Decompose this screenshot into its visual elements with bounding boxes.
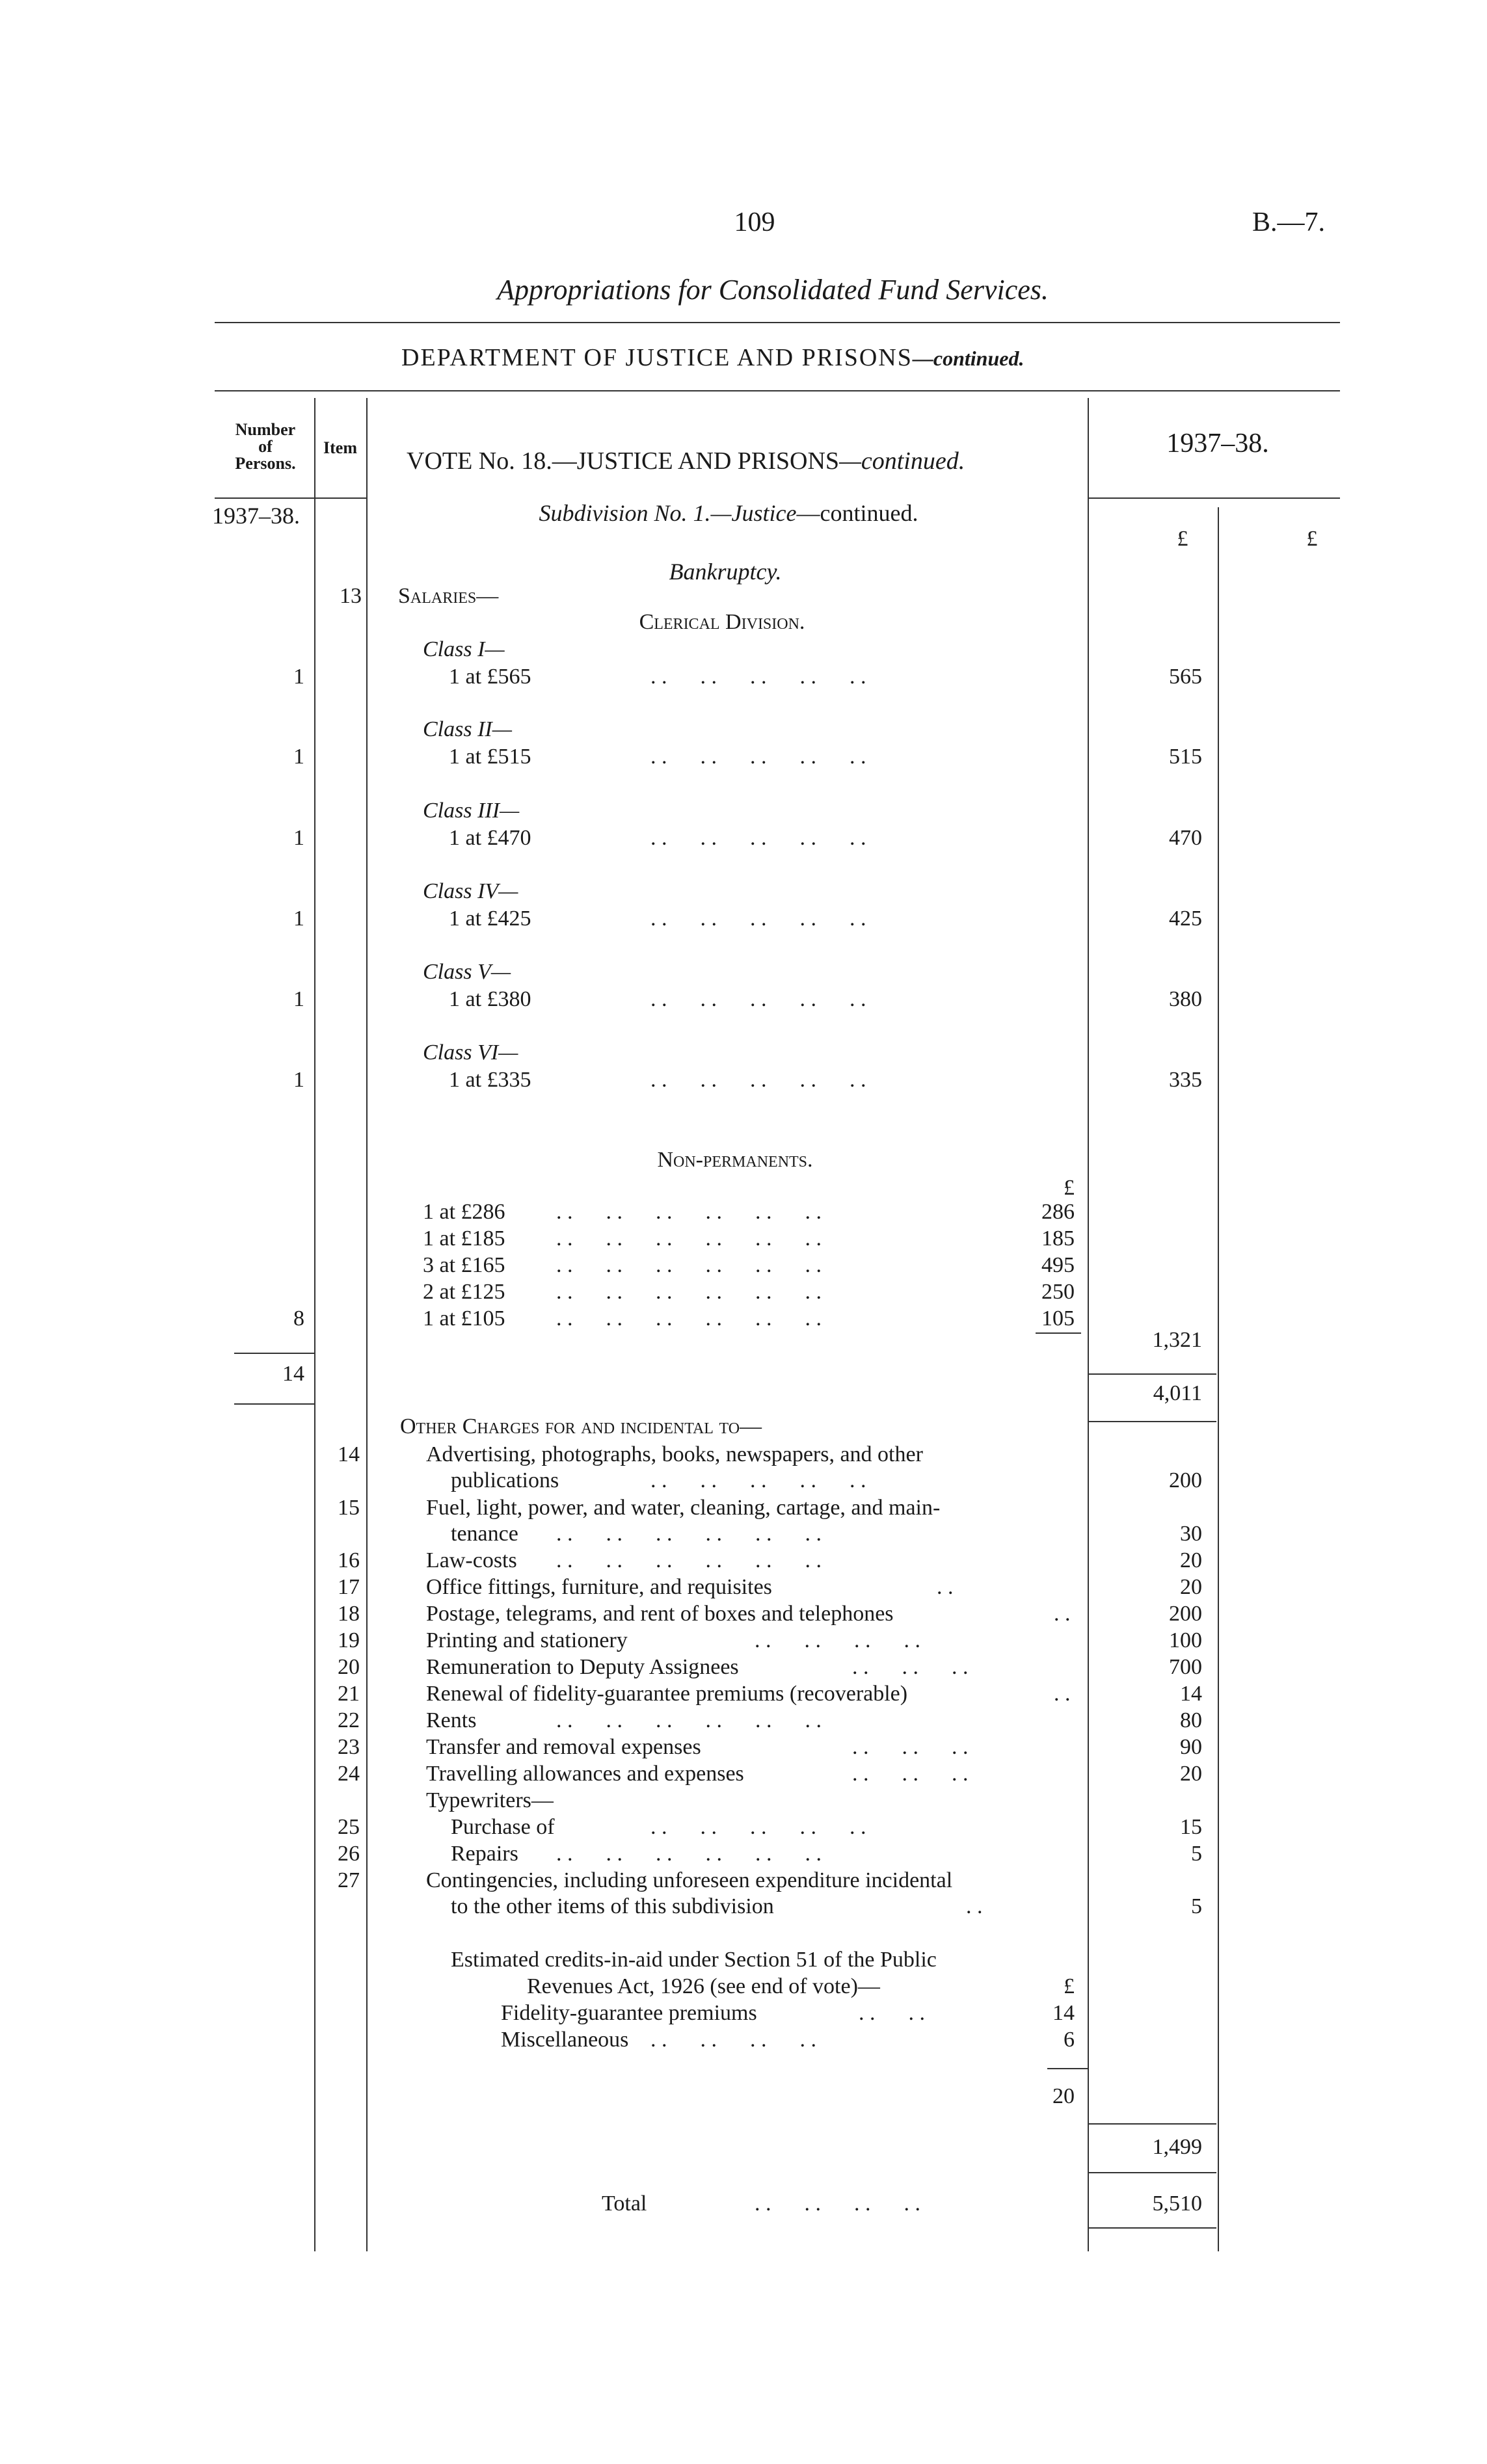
- credits-total: 20: [1052, 2084, 1075, 2108]
- charge-amount: 700: [1169, 1655, 1202, 1679]
- non-permanent-amount: 286: [1041, 1200, 1075, 1224]
- leader-dots: . .: [1054, 1602, 1071, 1626]
- grand-total: 5,510: [1152, 2192, 1202, 2216]
- document-code: B.—7.: [1252, 207, 1326, 237]
- persons-total-rule-bottom: [234, 1403, 315, 1405]
- credits-pound-sign: £: [1064, 1974, 1075, 1998]
- vote-continued: —continued.: [839, 447, 965, 475]
- leader-dots: . . . .: [859, 2001, 925, 2025]
- non-permanents-total: 1,321: [1152, 1328, 1202, 1352]
- persons-count: 1: [293, 907, 304, 931]
- charge-description: Transfer and removal expenses: [426, 1735, 701, 1759]
- charge-description: Rents: [426, 1708, 477, 1732]
- header-rule-bottom: [215, 390, 1340, 391]
- amounts-year: 1937–38.: [1166, 429, 1269, 458]
- class-detail: 1 at £470: [449, 826, 531, 850]
- charge-amount: 20: [1180, 1762, 1202, 1786]
- salaries-total-rule-top: [1088, 1373, 1216, 1375]
- non-permanent-detail: 2 at £125: [423, 1280, 505, 1304]
- leader-dots: . . . . . . . . . .: [650, 745, 866, 769]
- charge-description-continued: publications: [451, 1468, 559, 1492]
- page-title: Appropriations for Consolidated Fund Services.: [497, 274, 1049, 306]
- class-detail: 1 at £425: [449, 907, 531, 931]
- leader-dots: . . . . . . . . . .: [650, 1815, 866, 1839]
- persons-count: 1: [293, 987, 304, 1011]
- credit-label: Fidelity-guarantee premiums: [501, 2001, 757, 2025]
- persons-count: 1: [293, 826, 304, 850]
- description-column-divider: [1088, 398, 1089, 2251]
- charge-amount: 90: [1180, 1735, 1202, 1759]
- leader-dots: . . . . . . . . . .: [650, 826, 866, 850]
- leader-dots: . . . . . . . . . .: [650, 987, 866, 1011]
- charge-amount: 200: [1169, 1468, 1202, 1492]
- charge-amount: 20: [1180, 1575, 1202, 1599]
- class-detail: 1 at £565: [449, 665, 531, 689]
- item-number: 14: [338, 1442, 360, 1466]
- persons-total: 14: [282, 1362, 304, 1386]
- item-number: 15: [338, 1496, 360, 1520]
- leader-dots: . .: [937, 1575, 954, 1599]
- salary-amount: 335: [1169, 1068, 1202, 1092]
- non-permanent-amount: 105: [1041, 1306, 1075, 1331]
- salary-amount: 515: [1169, 745, 1202, 769]
- item-number: 26: [338, 1842, 360, 1866]
- grand-total-rule: [1088, 2227, 1216, 2229]
- item-number: 17: [338, 1575, 360, 1599]
- persons-count: 1: [293, 665, 304, 689]
- other-charges-total: 1,499: [1152, 2135, 1202, 2159]
- leader-dots: . .: [966, 1894, 983, 1918]
- leader-dots: . . . . . . . . . . . .: [556, 1226, 822, 1251]
- subdivision-heading: [539, 499, 918, 527]
- class-detail: 1 at £515: [449, 745, 531, 769]
- item-number: 25: [338, 1815, 360, 1839]
- charge-description: Fuel, light, power, and water, cleaning, cartage, and main-: [426, 1496, 941, 1520]
- item-column-divider: [366, 398, 368, 2251]
- charge-description: Postage, telegrams, and rent of boxes and telephones: [426, 1602, 894, 1626]
- other-total-rule-top: [1088, 2123, 1216, 2125]
- class-label: Class II—: [423, 717, 512, 741]
- other-total-rule-bottom: [1088, 2172, 1216, 2173]
- leader-dots: . . . . . . . . . .: [650, 907, 866, 931]
- salaries-label: Salaries—: [398, 584, 499, 608]
- charge-amount: 14: [1180, 1682, 1202, 1706]
- leader-dots: . . . . . . . . . . . .: [556, 1548, 822, 1572]
- credits-in-aid-label-continued: Revenues Act, 1926 (see end of vote)—: [527, 1974, 880, 1998]
- class-label: Class III—: [423, 799, 520, 823]
- charge-amount: 100: [1169, 1628, 1202, 1652]
- item-number: 13: [340, 584, 362, 608]
- persons-count: 8: [293, 1306, 304, 1331]
- persons-count: 1: [293, 1068, 304, 1092]
- clerical-division-label: Clerical Division.: [639, 610, 805, 634]
- leader-dots: . . . . . . . . . . . .: [556, 1280, 822, 1304]
- salary-amount: 425: [1169, 907, 1202, 931]
- credit-amount: 6: [1064, 2028, 1075, 2052]
- charge-description-continued: tenance: [451, 1522, 518, 1546]
- leader-dots: . . . . . . . . . . . .: [556, 1842, 822, 1866]
- item-number: 18: [338, 1602, 360, 1626]
- amounts-header-rule: [1088, 497, 1340, 499]
- other-charges-label: Other Charges for and incidental to—: [400, 1414, 762, 1438]
- charge-amount: 80: [1180, 1708, 1202, 1732]
- class-detail: 1 at £380: [449, 987, 531, 1011]
- department-continued: —continued.: [912, 347, 1025, 370]
- pound-sign-inner: £: [1064, 1176, 1075, 1200]
- item-number: 22: [338, 1708, 360, 1732]
- persons-column-divider: [314, 398, 315, 2251]
- charge-description: Travelling allowances and expenses: [426, 1762, 744, 1786]
- non-permanent-amount: 250: [1041, 1280, 1075, 1304]
- department-heading: [401, 343, 1024, 372]
- leader-dots: . . . . . . . .: [755, 2192, 920, 2216]
- amount-column-divider: [1218, 507, 1219, 2251]
- total-label: Total: [602, 2192, 647, 2216]
- leader-dots: . . . . . .: [852, 1735, 969, 1759]
- non-permanent-detail: 3 at £165: [423, 1253, 505, 1277]
- subdivision-continued: —continued.: [796, 500, 918, 526]
- charge-description: Purchase of: [451, 1815, 555, 1839]
- class-label: Class I—: [423, 637, 505, 661]
- non-permanent-detail: 1 at £185: [423, 1226, 505, 1251]
- salaries-total: 4,011: [1153, 1381, 1202, 1405]
- charge-description: Contingencies, including unforeseen expenditure incidental: [426, 1868, 953, 1892]
- leader-dots: . . . . . . . . . . . .: [556, 1306, 822, 1331]
- leader-dots: . .: [1054, 1682, 1071, 1706]
- item-number: 20: [338, 1655, 360, 1679]
- class-label: Class IV—: [423, 879, 518, 903]
- leader-dots: . . . . . . . . . .: [650, 665, 866, 689]
- charge-description: Renewal of fidelity-guarantee premiums (recoverable): [426, 1682, 908, 1706]
- item-number: 23: [338, 1735, 360, 1759]
- leader-dots: . . . . . .: [852, 1762, 969, 1786]
- charge-amount: 30: [1180, 1522, 1202, 1546]
- leader-dots: . . . . . .: [852, 1655, 969, 1679]
- non-permanent-detail: 1 at £286: [423, 1200, 505, 1224]
- vote-title: VOTE No. 18.—JUSTICE AND PRISONS: [407, 447, 840, 475]
- item-header: Item: [323, 438, 357, 457]
- credits-in-aid-label: Estimated credits-in-aid under Section 51 of the Public: [451, 1948, 937, 1972]
- leader-dots: . . . . . . . . . .: [650, 1468, 866, 1492]
- salary-amount: 565: [1169, 665, 1202, 689]
- non-permanents-label: Non-permanents.: [657, 1148, 813, 1172]
- salaries-total-rule-bottom: [1088, 1421, 1216, 1422]
- pound-sign-col2: £: [1306, 527, 1318, 551]
- charge-description: Law-costs: [426, 1548, 517, 1572]
- charge-amount: 200: [1169, 1602, 1202, 1626]
- leader-dots: . . . . . . . . . . . .: [556, 1522, 822, 1546]
- credit-label: Miscellaneous: [501, 2028, 629, 2052]
- non-permanent-amount: 185: [1041, 1226, 1075, 1251]
- non-permanent-amount: 495: [1041, 1253, 1075, 1277]
- typewriters-label: Typewriters—: [426, 1788, 554, 1812]
- leader-dots: . . . . . . . . . .: [650, 1068, 866, 1092]
- persons-header-rule: [215, 497, 368, 499]
- persons-header: Number of Persons.: [235, 420, 296, 473]
- credit-amount: 14: [1052, 2001, 1075, 2025]
- charge-amount: 5: [1191, 1894, 1202, 1918]
- item-number: 24: [338, 1762, 360, 1786]
- subtotal-rule: [1036, 1332, 1081, 1334]
- item-number: 16: [338, 1548, 360, 1572]
- charge-amount: 20: [1180, 1548, 1202, 1572]
- vote-heading: [407, 447, 965, 475]
- non-permanent-detail: 1 at £105: [423, 1306, 505, 1331]
- subdivision-title: Subdivision No. 1.—Justice: [539, 500, 797, 526]
- charge-description: Office fittings, furniture, and requisites: [426, 1575, 772, 1599]
- salary-amount: 380: [1169, 987, 1202, 1011]
- charge-description-continued: to the other items of this subdivision: [451, 1894, 774, 1918]
- item-number: 19: [338, 1628, 360, 1652]
- persons-year: 1937–38.: [212, 503, 300, 529]
- charge-description: Advertising, photographs, books, newspapers, and other: [426, 1442, 923, 1466]
- salary-amount: 470: [1169, 826, 1202, 850]
- leader-dots: . . . . . . . .: [755, 1628, 920, 1652]
- class-detail: 1 at £335: [449, 1068, 531, 1092]
- persons-total-rule-top: [234, 1353, 315, 1354]
- pound-sign-col1: £: [1177, 527, 1188, 551]
- charge-amount: 5: [1191, 1842, 1202, 1866]
- section-heading: Bankruptcy.: [669, 559, 782, 585]
- item-number: 21: [338, 1682, 360, 1706]
- class-label: Class VI—: [423, 1040, 518, 1065]
- charge-description: Printing and stationery: [426, 1628, 628, 1652]
- leader-dots: . . . . . . . . . . . .: [556, 1253, 822, 1277]
- persons-count: 1: [293, 745, 304, 769]
- credits-rule: [1047, 2068, 1088, 2069]
- leader-dots: . . . . . . . . . . . .: [556, 1708, 822, 1732]
- charge-description: Remuneration to Deputy Assignees: [426, 1655, 739, 1679]
- department-name: DEPARTMENT OF JUSTICE AND PRISONS: [401, 344, 913, 371]
- charge-description: Repairs: [451, 1842, 518, 1866]
- leader-dots: . . . . . . . .: [650, 2028, 816, 2052]
- charge-amount: 15: [1180, 1815, 1202, 1839]
- leader-dots: . . . . . . . . . . . .: [556, 1200, 822, 1224]
- class-label: Class V—: [423, 960, 511, 984]
- item-number: 27: [338, 1868, 360, 1892]
- page-number: 109: [734, 207, 775, 237]
- header-rule-top: [215, 322, 1340, 323]
